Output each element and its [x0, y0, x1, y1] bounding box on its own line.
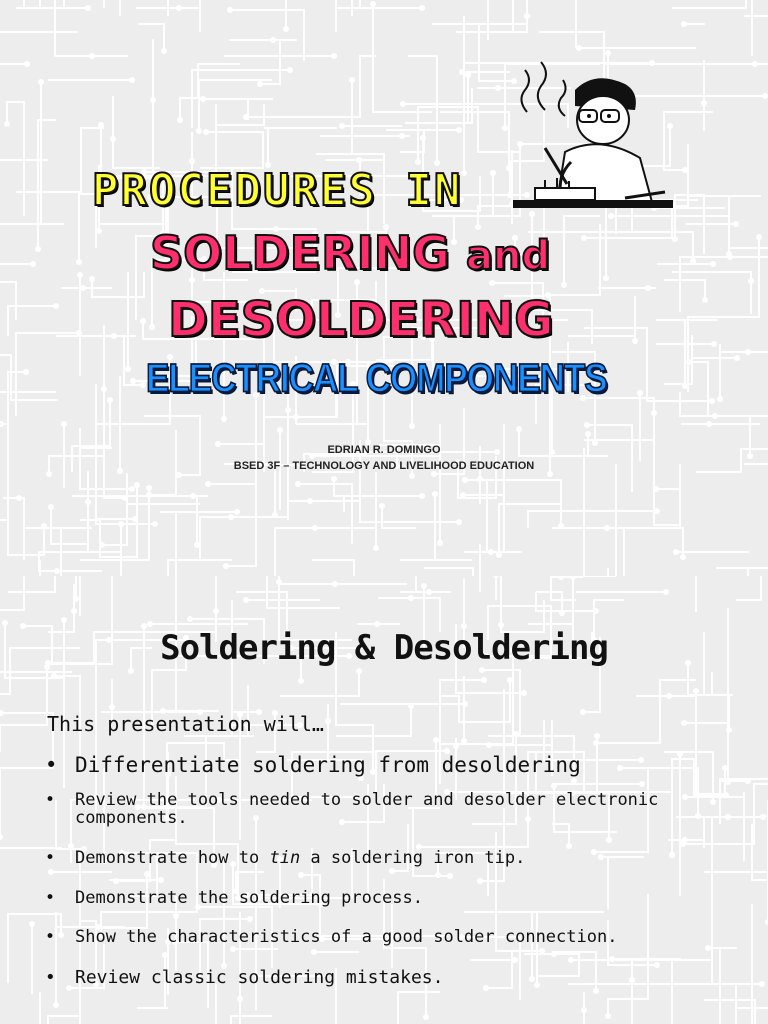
title-word-soldering: SOLDERING [150, 226, 450, 280]
title-line-electrical-components: ELECTRICAL COMPONENTS [146, 356, 607, 401]
bullet-text: Differentiate soldering from desoldering [75, 753, 581, 777]
bullet-dot: • [45, 847, 56, 868]
title-word-and: and [465, 233, 551, 279]
slide-title: Soldering & Desoldering [160, 628, 608, 668]
bullet-item [45, 792, 745, 828]
bullet-dot: • [45, 790, 56, 811]
bullet-text-italic: tin [269, 847, 301, 868]
bullet-item [45, 929, 745, 947]
intro-text: This presentation will… [47, 712, 324, 736]
bullet-list [45, 754, 745, 988]
bullet-dot: • [45, 927, 56, 948]
soldering-person-cartoon [505, 60, 675, 220]
bullet-text: Demonstrate the soldering process. [75, 887, 423, 908]
bullet-text-after: a soldering iron tip. [300, 847, 526, 868]
title-line-desoldering: DESOLDERING [168, 292, 554, 348]
title-line-procedures-in: PROCEDURES IN [92, 165, 463, 216]
bullet-dot: • [45, 967, 56, 989]
bullet-item [45, 887, 745, 908]
bullet-item [45, 847, 745, 868]
title-line-soldering-and [150, 226, 550, 280]
author-name: EDRIAN R. DOMINGO [327, 444, 441, 456]
overview-slide [0, 576, 768, 1024]
bullet-dot: • [45, 887, 56, 908]
bullet-text: Review classic soldering mistakes. [75, 967, 444, 989]
bullet-dot: • [45, 753, 58, 777]
bullet-item [45, 969, 745, 988]
bullet-text: Review the tools needed to solder and desolder electronic components. [75, 790, 659, 828]
bullet-text-before: Demonstrate how to [75, 847, 270, 868]
bullet-item [45, 754, 745, 776]
bullet-text: Show the characteristics of a good solder connection. [75, 927, 618, 948]
author-course: BSED 3F – TECHNOLOGY AND LIVELIHOOD EDUCATION [233, 460, 535, 472]
